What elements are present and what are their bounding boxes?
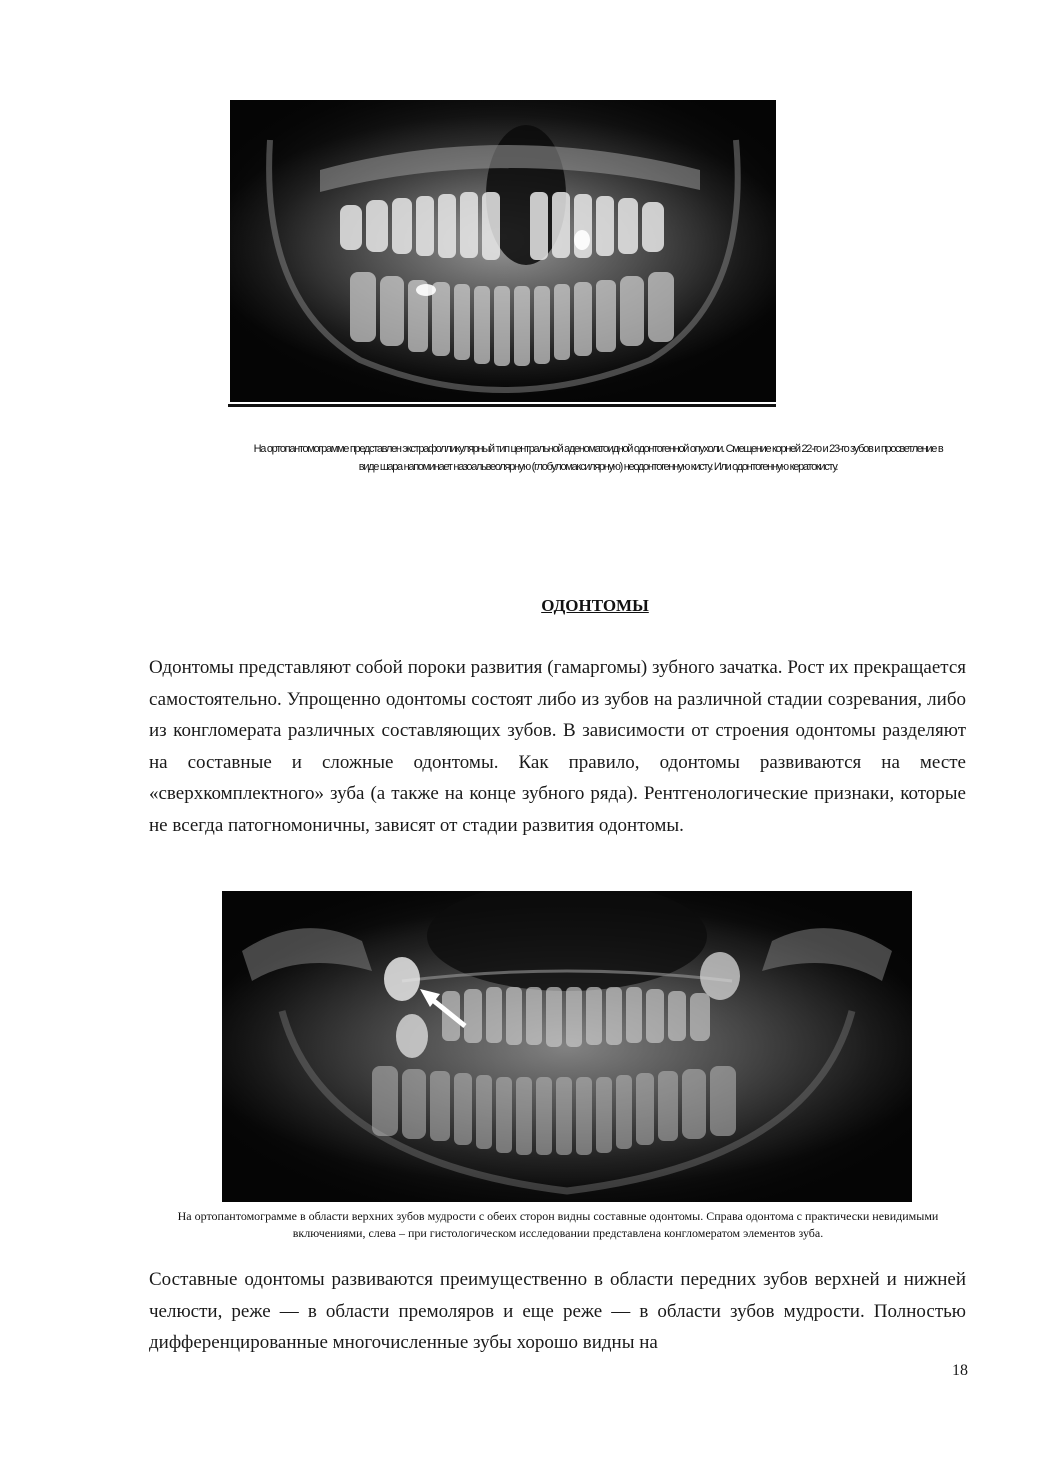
page-number: 18 [952,1362,968,1379]
paragraph-2: Составные одонтомы развиваются преимущественно в области передних зубов верхней и нижней челюсти, реже — в области премоляров и еще реже — в области зубов мудрости. Полностью дифференцированные многочисленные зубы хорошо видны на [149,1269,966,1354]
figure-1-rule [228,404,776,407]
section-heading: ОДОНТОМЫ [541,596,649,615]
panoramic-xray-image-2 [222,891,912,1202]
xray-2-drawing [222,891,912,1202]
figure-2-caption: На ортопантомограмме в области верхних зубов мудрости с обеих сторон видны составные одонтомы. Справа одонтома с практически невидимыми включениями, слева – при гистологическом исследовании представлена конгломератом элементов зуба. [177,1209,939,1240]
paragraph-1: Одонтомы представляют собой пороки развития (гамаргомы) зубного зачатка. Рост их прекращается самостоятельно. Упрощенно одонтомы состоят либо из зубов на различной стадии созревания, либо из конгломерата различных составляющих зубов. В зависимости от строения одонтомы разделяют на составные и сложные одонтомы. Как правило, одонтомы развиваются на месте «сверхкомплектного» зуба (а также на конце зубного ряда). Рентгенологические признаки, которые не всегда патогномоничны, зависят от стадии развития одонтомы. [149,657,966,836]
panoramic-xray-image-1 [230,100,776,402]
xray-1-drawing [230,100,776,402]
figure-1-caption: На ортопантомограмме представлен экстрафолликулярный тип центральной аденоматоидной одонтогенной опухоли. Смещение корней 22-го и 23-го зубов и просветление в виде шара напоминает назоальвеолярную (глобуломаксилярную) неодонтогенную кисту. Или одонтогенную кератокисту. [253,443,943,473]
